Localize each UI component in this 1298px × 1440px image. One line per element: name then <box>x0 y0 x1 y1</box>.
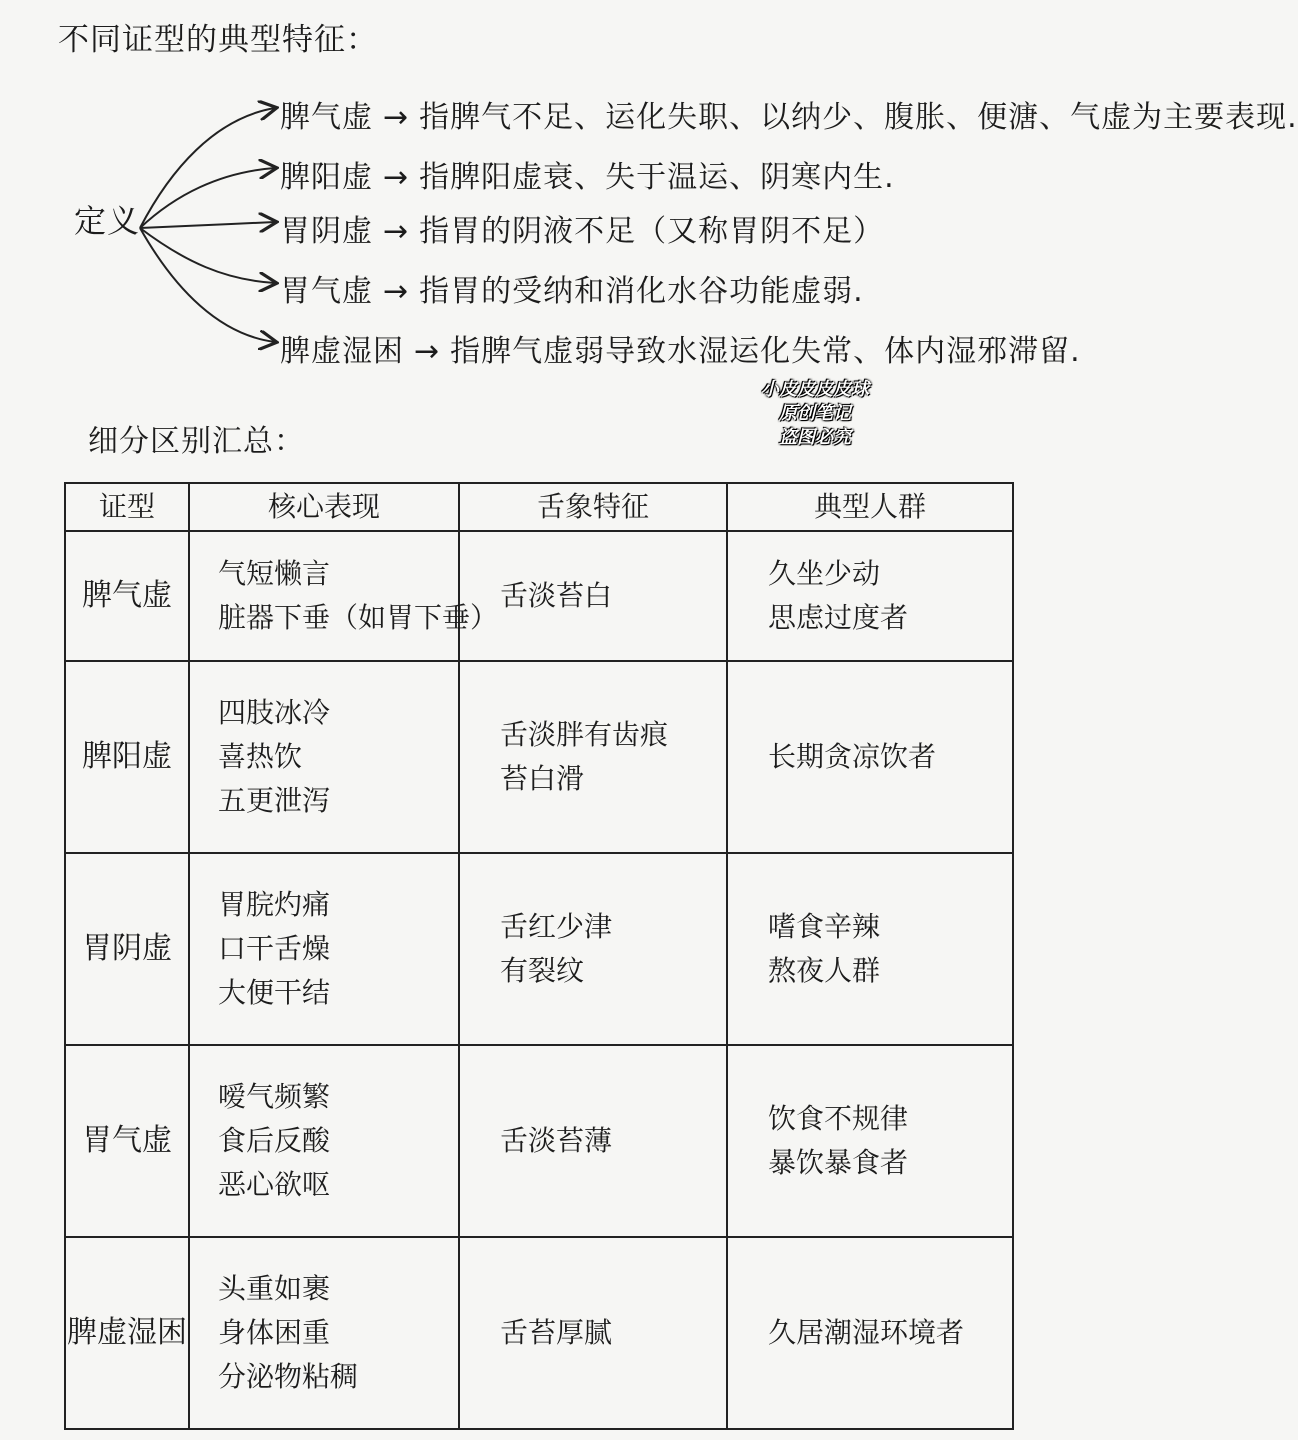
cell-line: 久居潮湿环境者 <box>768 1315 965 1349</box>
right-arrow-icon: → <box>383 274 410 309</box>
branch-desc: 指脾气不足、运化失职、以纳少、腹胀、便溏、气虚为主要表现. <box>419 100 1298 135</box>
cell-line: 久坐少动 <box>768 556 881 590</box>
watermark-line: 小皮皮皮皮球 <box>761 379 869 400</box>
watermark-line: 原创笔记 <box>779 403 851 424</box>
core-cell <box>189 853 459 1045</box>
table-row <box>65 531 1013 661</box>
cell-line: 分泌物粘稠 <box>218 1359 359 1393</box>
pattern-cell: 脾阳虚 <box>65 661 189 853</box>
header-cell: 核心表现 <box>189 483 459 531</box>
watermark-line: 盗图必究 <box>779 427 851 448</box>
branch-arrow-5 <box>140 228 275 342</box>
branch-name: 脾气虚 <box>280 100 373 135</box>
right-arrow-icon: → <box>383 100 410 135</box>
branch-name: 胃阴虚 <box>280 214 373 249</box>
cell-line: 舌红少津 <box>500 909 613 943</box>
section-title-summary: 细分区别汇总： <box>88 424 305 459</box>
branch-name: 胃气虚 <box>280 274 373 309</box>
cell-line: 嗳气频繁 <box>218 1079 331 1113</box>
table-row <box>65 661 1013 853</box>
cell-line: 四肢冰冷 <box>218 695 331 729</box>
pattern-cell: 脾虚湿困 <box>65 1237 189 1429</box>
core-cell <box>189 1045 459 1237</box>
right-arrow-icon: → <box>414 334 441 369</box>
cell-line: 大便干结 <box>218 975 331 1009</box>
cell-line: 喜热饮 <box>218 739 303 773</box>
cell-line: 苔白滑 <box>500 761 585 795</box>
cell-line: 气短懒言 <box>218 556 331 590</box>
header-cell: 舌象特征 <box>459 483 727 531</box>
cell-line: 胃脘灼痛 <box>218 887 331 921</box>
branch-desc: 指胃的阴液不足（又称胃阴不足） <box>419 214 885 249</box>
branch-desc: 指脾气虚弱导致水湿运化失常、体内湿邪滞留. <box>450 334 1081 369</box>
branch-arrow-2 <box>140 168 275 228</box>
cell-line: 饮食不规律 <box>768 1101 909 1135</box>
summary-table <box>64 482 1014 1430</box>
branch-desc: 指脾阳虚衰、失于温运、阴寒内生. <box>419 160 895 195</box>
tongue-cell <box>459 853 727 1045</box>
branch-stomach-yin-deficiency <box>280 206 884 250</box>
branch-spleen-yang-deficiency <box>280 152 895 196</box>
branch-arrow-3 <box>140 222 275 228</box>
table-row <box>65 853 1013 1045</box>
people-cell <box>727 1045 1013 1237</box>
pattern-cell: 脾气虚 <box>65 531 189 661</box>
tongue-cell <box>459 531 727 661</box>
cell-line: 思虑过度者 <box>768 600 909 634</box>
core-cell <box>189 661 459 853</box>
header-cell: 典型人群 <box>727 483 1013 531</box>
branch-stomach-qi-deficiency <box>280 266 864 310</box>
pattern-cell: 胃气虚 <box>65 1045 189 1237</box>
cell-line: 长期贪凉饮者 <box>768 739 937 773</box>
cell-line: 舌淡胖有齿痕 <box>500 717 669 751</box>
cell-line: 舌淡苔薄 <box>500 1123 613 1157</box>
cell-line: 暴饮暴食者 <box>768 1145 909 1179</box>
cell-line: 食后反酸 <box>218 1123 331 1157</box>
cell-line: 舌淡苔白 <box>500 578 613 612</box>
people-cell <box>727 1237 1013 1429</box>
cell-line: 嗜食辛辣 <box>768 909 881 943</box>
cell-line: 五更泄泻 <box>218 783 331 817</box>
cell-line: 恶心欲呕 <box>218 1167 331 1201</box>
branch-name: 脾虚湿困 <box>280 334 404 369</box>
cell-line: 熬夜人群 <box>768 953 881 987</box>
branch-desc: 指胃的受纳和消化水谷功能虚弱. <box>419 274 864 309</box>
definition-label: 定义 <box>74 202 141 240</box>
watermark <box>740 378 890 450</box>
tongue-cell <box>459 1045 727 1237</box>
right-arrow-icon: → <box>383 160 410 195</box>
pattern-cell: 胃阴虚 <box>65 853 189 1045</box>
cell-line: 有裂纹 <box>500 953 585 987</box>
core-cell <box>189 1237 459 1429</box>
tongue-cell <box>459 661 727 853</box>
branch-spleen-deficiency-dampness <box>280 326 1081 370</box>
tongue-cell <box>459 1237 727 1429</box>
cell-line: 舌苔厚腻 <box>500 1315 613 1349</box>
people-cell <box>727 853 1013 1045</box>
table-row <box>65 1045 1013 1237</box>
section-title-features: 不同证型的典型特征： <box>58 22 378 58</box>
core-cell <box>189 531 499 661</box>
table-row <box>65 1237 1013 1429</box>
table-header-row <box>65 483 1013 531</box>
cell-line: 脏器下垂（如胃下垂） <box>218 600 499 634</box>
cell-line: 口干舌燥 <box>218 931 331 965</box>
right-arrow-icon: → <box>383 214 410 249</box>
cell-line: 头重如裹 <box>218 1271 331 1305</box>
branch-spleen-qi-deficiency <box>280 92 1298 136</box>
branch-name: 脾阳虚 <box>280 160 373 195</box>
people-cell <box>727 531 1013 661</box>
header-cell: 证型 <box>65 483 189 531</box>
cell-line: 身体困重 <box>218 1315 331 1349</box>
branch-arrow-4 <box>140 228 275 283</box>
people-cell <box>727 661 1013 853</box>
